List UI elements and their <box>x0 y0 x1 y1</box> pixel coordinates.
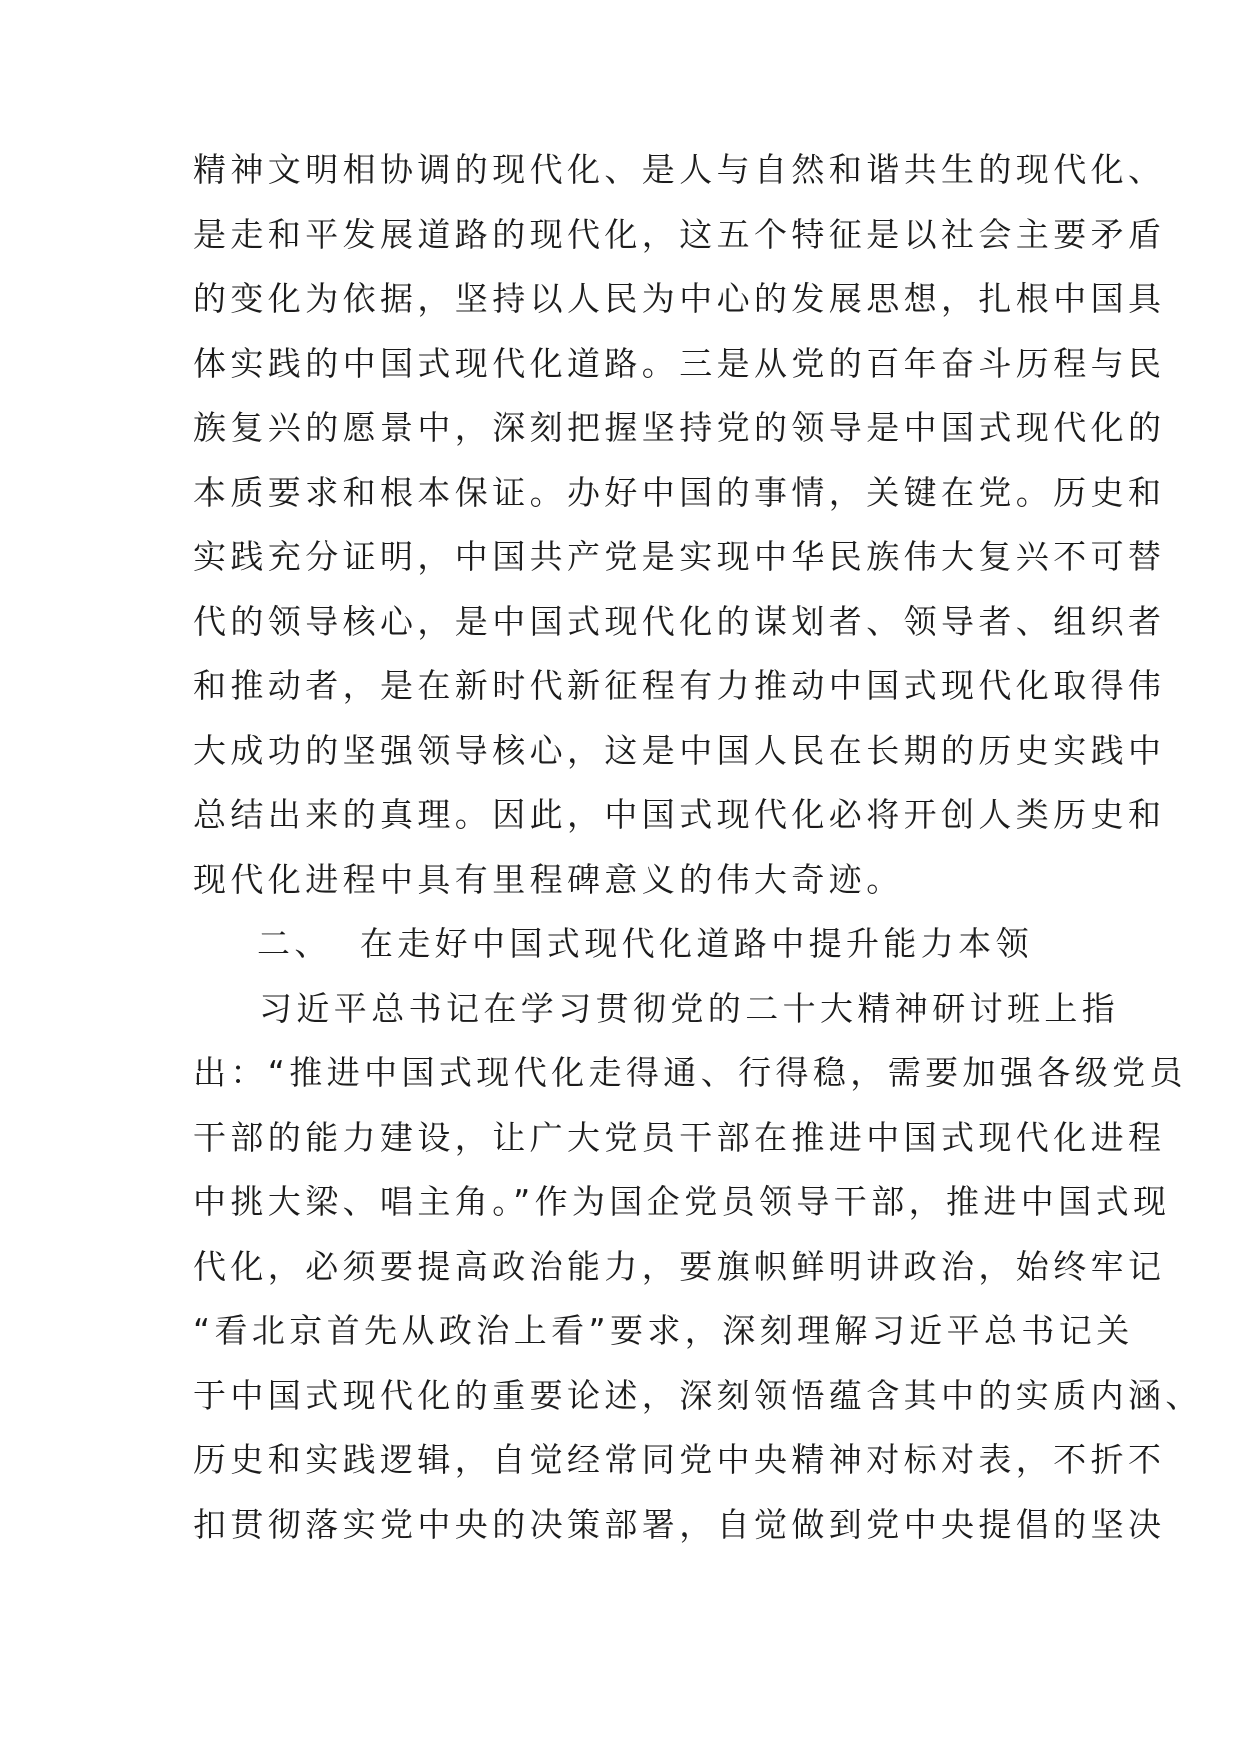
text-line: 族复兴的愿景中，深刻把握坚持党的领导是中国式现代化的 <box>193 408 1166 447</box>
text-line: 实践充分证明，中国共产党是实现中华民族伟大复兴不可替 <box>193 537 1166 576</box>
text-line: 本质要求和根本保证。办好中国的事情，关键在党。历史和 <box>193 472 1166 512</box>
text-line: 中挑大梁、唱主角。”作为国企党员领导干部，推进中国式现 <box>193 1182 1171 1221</box>
section-heading <box>193 912 1053 977</box>
text-line: 总结出来的真理。因此，中国式现代化必将开创人类历史和 <box>193 795 1166 834</box>
text-line: 出：“推进中国式现代化走得通、行得稳，需要加强各级党员 <box>193 1053 1187 1092</box>
text-line: 体实践的中国式现代化道路。三是从党的百年奋斗历程与民 <box>193 343 1166 383</box>
text-line: 的变化为依据，坚持以人民为中心的发展思想，扎根中国具 <box>193 279 1166 318</box>
text-line: 是走和平发展道路的现代化，这五个特征是以社会主要矛盾 <box>193 214 1166 254</box>
text-line: 和推动者，是在新时代新征程有力推动中国式现代化取得伟 <box>193 666 1166 705</box>
section-title: 在走好中国式现代化道路中提升能力本领 <box>359 924 1034 963</box>
text-line: 历史和实践逻辑，自觉经常同党中央精神对标对表，不折不 <box>193 1440 1166 1479</box>
body-text <box>193 138 1203 1557</box>
text-line: 扣贯彻落实党中央的决策部署，自觉做到党中央提倡的坚决 <box>193 1504 1166 1544</box>
text-line: 精神文明相协调的现代化、是人与自然和谐共生的现代化、 <box>193 150 1166 189</box>
text-line: “看北京首先从政治上看”要求，深刻理解习近平总书记关 <box>193 1311 1134 1350</box>
paragraph-first-line: 习近平总书记在学习贯彻党的二十大精神研讨班上指 <box>259 988 1120 1028</box>
text-line: 代化，必须要提高政治能力，要旗帜鲜明讲政治，始终牢记 <box>193 1246 1166 1286</box>
text-line: 代的领导核心，是中国式现代化的谋划者、领导者、组织者 <box>193 601 1166 641</box>
text-line: 干部的能力建设，让广大党员干部在推进中国式现代化进程 <box>193 1117 1166 1157</box>
section-number: 二、 <box>257 924 332 963</box>
text-line: 现代化进程中具有里程碑意义的伟大奇迹。 <box>193 859 904 899</box>
text-line: 大成功的坚强领导核心，这是中国人民在长期的历史实践中 <box>193 730 1166 770</box>
text-line: 于中国式现代化的重要论述，深刻领悟蕴含其中的实质内涵、 <box>193 1375 1203 1415</box>
